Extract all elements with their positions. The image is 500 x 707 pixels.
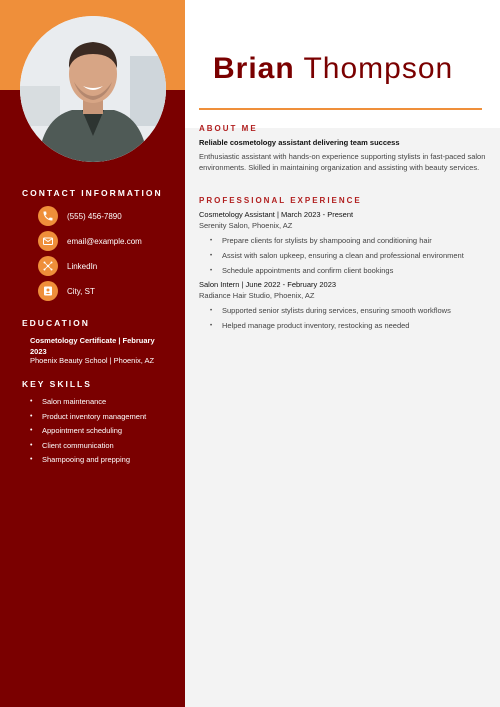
location-icon [38, 281, 58, 301]
job-bullets [210, 306, 451, 336]
skills-list [30, 396, 146, 469]
job-bullet: • Schedule appointments and confirm client bookings [210, 266, 464, 281]
skill-item: • Product inventory management [30, 411, 146, 426]
contact-linkedin-text: LinkedIn [67, 261, 98, 271]
candidate-name [213, 52, 453, 86]
job-bullet: • Supported senior stylists during services, ensuring smooth workflows [210, 306, 451, 321]
skill-item: • Salon maintenance [30, 396, 146, 411]
about-text: Enthusiastic assistant with hands-on experience supporting stylists in fast-paced salon environments. Skilled in maintaining organization and assisting with beauty services. [199, 152, 486, 172]
contact-email[interactable] [38, 230, 142, 252]
contact-location[interactable] [38, 280, 95, 302]
skills-heading: KEY SKILLS [22, 379, 92, 389]
job-bullets [210, 236, 464, 281]
education-heading: EDUCATION [22, 318, 90, 328]
job-bullet: • Assist with salon upkeep, ensuring a clean and professional environment [210, 251, 464, 266]
contact-email-text: email@example.com [67, 236, 142, 246]
about-title: Reliable cosmetology assistant delivering team success [199, 138, 400, 147]
last-name: Thompson [303, 52, 454, 85]
skill-item: • Client communication [30, 440, 146, 455]
contact-phone[interactable] [38, 205, 122, 227]
header-divider [199, 108, 482, 110]
email-icon [38, 231, 58, 251]
skill-item: • Appointment scheduling [30, 425, 146, 440]
contact-heading: CONTACT INFORMATION [22, 188, 163, 198]
education-title: Cosmetology Certificate | February 2023 [30, 336, 155, 356]
education-school: Phoenix Beauty School | Phoenix, AZ [30, 356, 155, 365]
contact-location-text: City, ST [67, 286, 95, 296]
about-heading: ABOUT ME [199, 124, 258, 133]
experience-heading: PROFESSIONAL EXPERIENCE [199, 196, 362, 205]
skill-item: • Shampooing and prepping [30, 454, 146, 469]
job-bullet: • Prepare clients for stylists by shampooing and conditioning hair [210, 236, 464, 251]
job-title: Salon Intern | June 2022 - February 2023 [199, 280, 337, 289]
profile-photo [20, 16, 166, 162]
contact-linkedin[interactable] [38, 255, 97, 277]
job-company: Serenity Salon, Phoenix, AZ [199, 221, 293, 230]
job-company: Radiance Hair Studio, Phoenix, AZ [199, 291, 315, 300]
contact-phone-text: (555) 456-7890 [67, 211, 122, 221]
first-name: Brian [213, 52, 295, 85]
phone-icon [38, 206, 58, 226]
linkedin-icon [38, 256, 58, 276]
job-bullet: • Helped manage product inventory, restocking as needed [210, 321, 451, 336]
job-title: Cosmetology Assistant | March 2023 - Present [199, 210, 354, 219]
